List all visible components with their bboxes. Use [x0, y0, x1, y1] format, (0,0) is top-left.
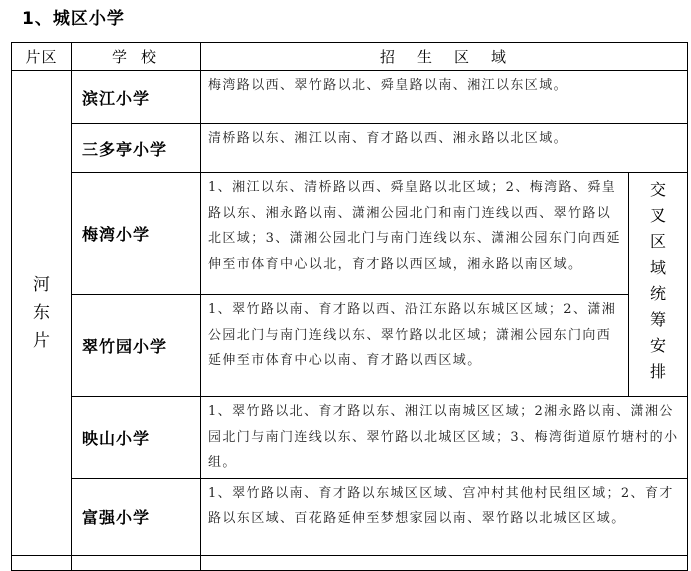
school-name: 梅湾小学	[72, 173, 201, 295]
table-row	[12, 124, 688, 173]
district-cell	[12, 71, 72, 556]
zone-text: 1、翠竹路以南、育才路以东城区区域、宫冲村其他村民组区域；2、育才路以东区域、百花路延伸至梦想家园以南、翠竹路以北城区区域。	[201, 478, 688, 555]
section-heading: 1、城区小学	[22, 9, 125, 29]
table-row	[12, 71, 688, 124]
header-area: 片区	[12, 43, 72, 71]
school-name: 滨江小学	[72, 71, 201, 124]
zone-text: 1、翠竹路以南、育才路以西、沿江东路以东城区区域；2、潇湘公园北门与南门连线以东、翠竹路以北区域；潇湘公园东门向西延伸至市体育中心以南、育才路以西区域。	[201, 295, 629, 397]
zone-text: 梅湾路以西、翠竹路以北、舜皇路以南、湘江以东区域。	[201, 71, 688, 124]
school-name: 富强小学	[72, 478, 201, 555]
zone-text: 清桥路以东、湘江以南、育才路以西、湘永路以北区域。	[201, 124, 688, 173]
school-name: 三多亭小学	[72, 124, 201, 173]
table-row	[12, 478, 688, 555]
header-zone: 招生区域	[201, 43, 688, 71]
note-cell	[629, 173, 688, 397]
zone-text: 1、湘江以东、清桥路以西、舜皇路以北区域；2、梅湾路、舜皇路以东、湘永路以南、潇湘公园北门和南门连线以西、翠竹路以北区域；3、潇湘公园北门与南门连线以东、潇湘公园东门向西延伸至市体育中心以北，育才路以西区域，湘永路以南区域。	[201, 173, 629, 295]
table-row	[12, 397, 688, 479]
table-header-row	[12, 43, 688, 71]
table-row	[12, 295, 688, 397]
district-label: 河东片	[33, 274, 50, 351]
note-label: 交叉区域统筹安排	[649, 180, 666, 381]
zone-text: 1、翠竹路以北、育才路以东、湘江以南城区区域；2湘永路以南、潇湘公园北门与南门连线以东、翠竹路以北城区区域；3、梅湾街道原竹塘村的小组。	[201, 397, 688, 479]
table-row	[12, 173, 688, 295]
table-row-partial	[12, 555, 688, 570]
school-name: 映山小学	[72, 397, 201, 479]
admission-table	[11, 42, 688, 571]
header-school: 学校	[72, 43, 201, 71]
school-name: 翠竹园小学	[72, 295, 201, 397]
